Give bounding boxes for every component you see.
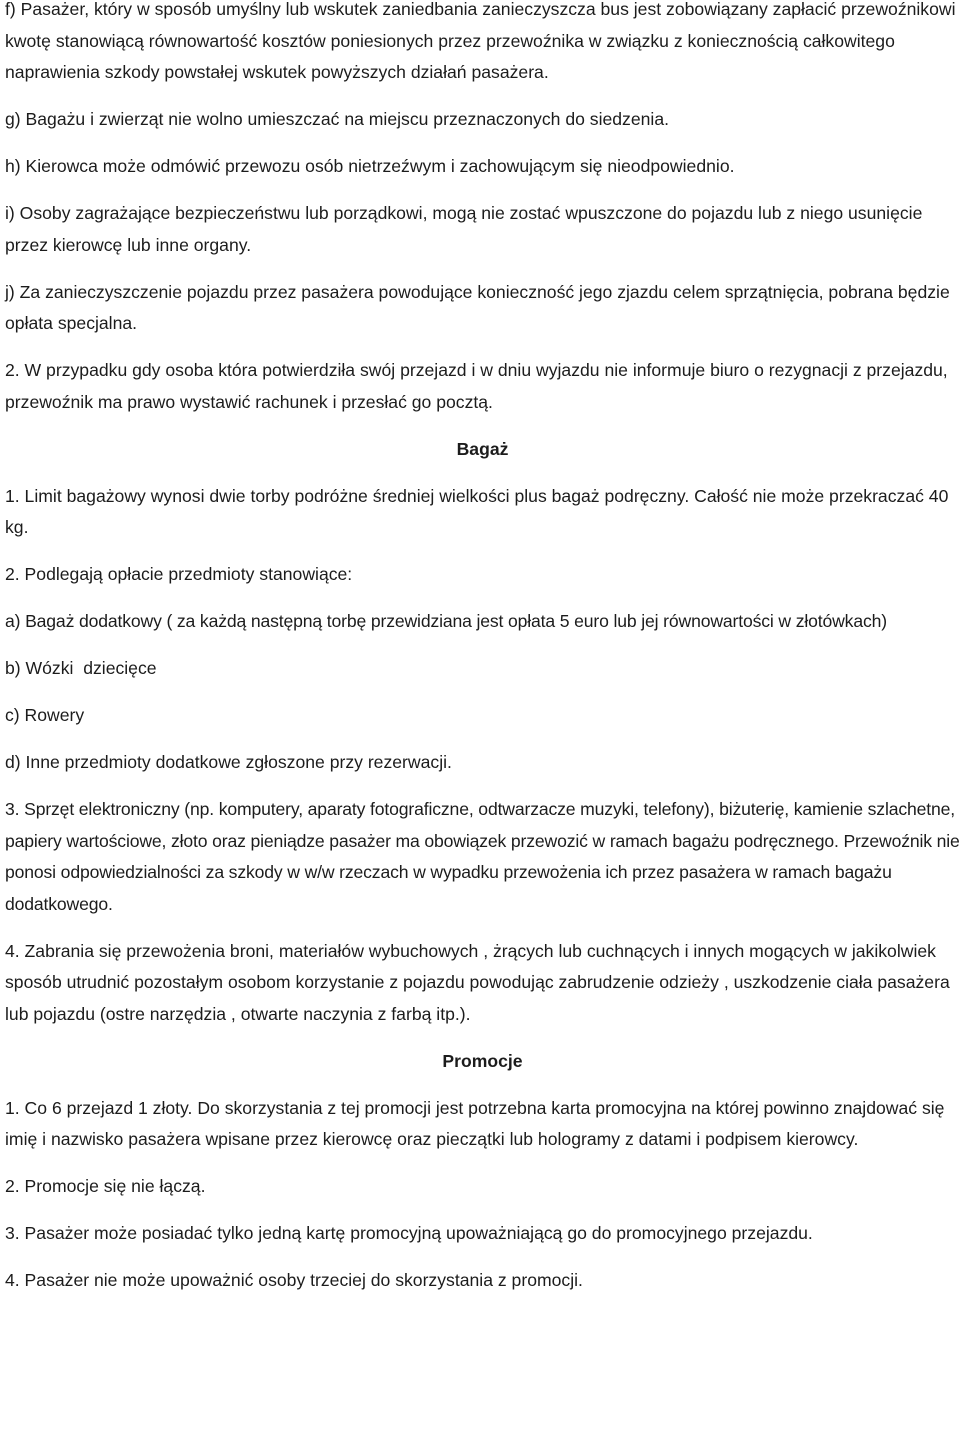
paragraph-h: h) Kierowca może odmówić przewozu osób nietrzeźwym i zachowującym się nieodpowiednio. (5, 156, 735, 176)
bagaz-item-d: d) Inne przedmioty dodatkowe zgłoszone przy rezerwacji. (5, 752, 452, 772)
paragraph-i: i) Osoby zagrażające bezpieczeństwu lub porządkowi, mogą nie zostać wpuszczone do pojazdu lub z niego usunięcie przez kierowcę lub inne organy. (5, 203, 923, 255)
paragraph-j: j) Za zanieczyszczenie pojazdu przez pasażera powodujące konieczność jego zjazdu celem sprzątnięcia, pobrana będzie opłata specjalna. (5, 281, 950, 333)
bagaz-paragraph-2: 2. Podlegają opłacie przedmioty stanowiące: (5, 564, 353, 584)
promocje-paragraph-1: 1. Co 6 przejazd 1 złoty. Do skorzystania z tej promocji jest potrzebna karta promocyjna na której powinno znajdować się imię i nazwisko pasażera wpisane przez kierowcę oraz pieczątki lub hologramy z datami i podpisem kierowcy. (5, 1097, 945, 1149)
bagaz-paragraph-4: 4. Zabrania się przewożenia broni, materiałów wybuchowych , żrących lub cuchnących i innych mogących w jakikolwiek sposób utrudnić pozostałym osobom korzystanie z pojazdu powodując zabrudzenie odzieży , uszkodzenie ciała pasażera lub pojazdu (ostre narzędzia , otwarte naczynia z farbą itp.). (5, 940, 950, 1024)
heading-bagaz: Bagaż (456, 438, 509, 459)
bagaz-item-c: c) Rowery (5, 705, 85, 725)
bagaz-paragraph-1: 1. Limit bagażowy wynosi dwie torby podróżne średniej wielkości plus bagaż podręczny. Całość nie może przekraczać 40 kg. (5, 485, 949, 537)
promocje-paragraph-4: 4. Pasażer nie może upoważnić osoby trzeciej do skorzystania z promocji. (5, 1270, 583, 1290)
document-page (5, 0, 960, 1312)
bagaz-item-a: a) Bagaż dodatkowy ( za każdą następną torbę przewidziana jest opłata 5 euro lub jej równowartości w złotówkach) (5, 611, 887, 631)
bagaz-item-b: b) Wózki dziecięce (5, 658, 157, 678)
promocje-paragraph-2: 2. Promocje się nie łączą. (5, 1176, 206, 1196)
paragraph-g: g) Bagażu i zwierząt nie wolno umieszczać na miejscu przeznaczonych do siedzenia. (5, 109, 670, 129)
bagaz-paragraph-3: 3. Sprzęt elektroniczny (np. komputery, aparaty fotograficzne, odtwarzacze muzyki, telefony), biżuterię, kamienie szlachetne, papiery wartościowe, złoto oraz pieniądze pasażer ma obowiązek przewozić w ramach bagażu podręcznego. Przewoźnik nie ponosi odpowiedzialności za szkody w w/w rzeczach w wypadku przewożenia ich przez pasażera w ramach bagażu dodatkowego. (5, 799, 960, 914)
heading-promocje: Promocje (442, 1050, 523, 1071)
paragraph-point-2: 2. W przypadku gdy osoba która potwierdziła swój przejazd i w dniu wyjazdu nie informuje biuro o rezygnacji z przejazdu, przewoźnik ma prawo wystawić rachunek i przesłać go pocztą. (5, 360, 948, 412)
paragraph-f: f) Pasażer, który w sposób umyślny lub wskutek zaniedbania zanieczyszcza bus jest zobowiązany zapłacić przewoźnikowi kwotę stanowiącą równowartość kosztów poniesionych przez przewoźnika w związku z koniecznością całkowitego naprawienia szkody powstałej wskutek powyższych działań pasażera. (5, 0, 956, 82)
promocje-paragraph-3: 3. Pasażer może posiadać tylko jedną kartę promocyjną upoważniającą go do promocyjnego przejazdu. (5, 1223, 813, 1243)
